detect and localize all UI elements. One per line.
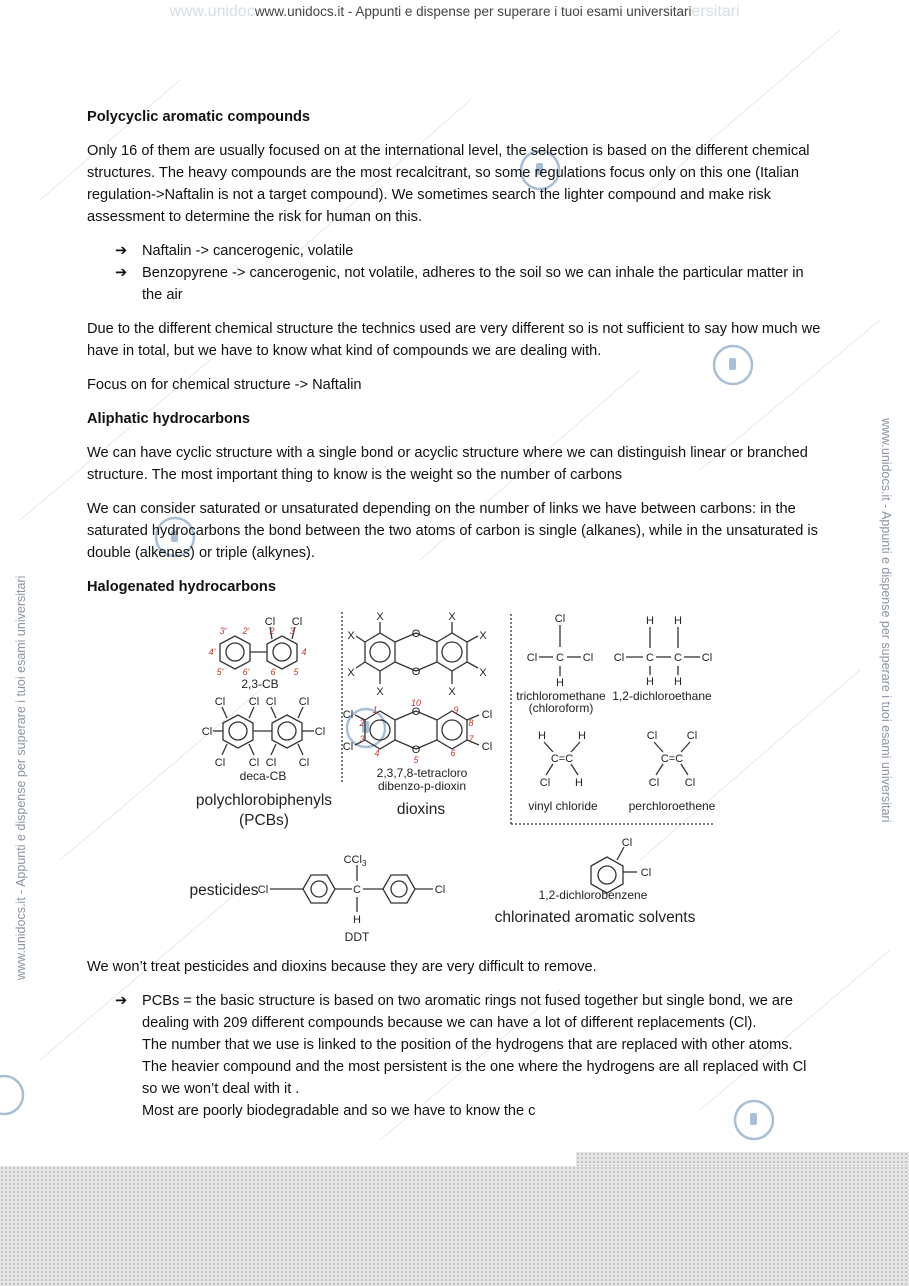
- svg-text:5: 5: [413, 755, 419, 765]
- svg-text:Cl: Cl: [434, 884, 446, 896]
- svg-text:Cl: Cl: [684, 777, 696, 789]
- caption-tcdd-1: 2,3,7,8-tetracloro: [376, 766, 468, 780]
- caption-chloroform-1: trichloromethane: [516, 689, 606, 703]
- svg-text:Cl: Cl: [539, 777, 551, 789]
- svg-text:Cl: Cl: [248, 757, 260, 769]
- preview-mask: [0, 1166, 909, 1286]
- svg-text:H: H: [538, 730, 546, 742]
- arrow-icon: ➔: [115, 243, 128, 259]
- svg-text:Cl: Cl: [291, 616, 303, 628]
- list-item: ➔ Naftalin -> cancerogenic, volatile: [142, 240, 825, 262]
- arrow-icon: ➔: [115, 993, 128, 1009]
- svg-text:6': 6': [242, 667, 250, 677]
- svg-text:C=C: C=C: [660, 753, 684, 765]
- pcb-line-2: The number that we use is linked to the position of the hydrogens that are replaced with other atoms.: [142, 1037, 793, 1053]
- caption-chloroform-2: (chloroform): [528, 701, 594, 715]
- svg-text:Cl: Cl: [640, 867, 652, 879]
- caption-tcdd-2: dibenzo-p-dioxin: [377, 779, 467, 793]
- svg-text:1: 1: [372, 705, 378, 715]
- svg-text:X: X: [479, 630, 487, 642]
- watermark-ghost-left: www.unidoc: [169, 3, 255, 20]
- paragraph-pah-2: Due to the different chemical structure the technics used are very different so is not sufficient to say how much we have in total, but we have to know what kind of compounds we are dealing with.: [87, 321, 821, 359]
- svg-text:H: H: [646, 615, 654, 627]
- bullet-list-pah: [87, 240, 825, 306]
- svg-text:Cl: Cl: [248, 696, 260, 708]
- svg-text:O: O: [411, 666, 421, 678]
- svg-text:X: X: [479, 667, 487, 679]
- svg-text:4: 4: [301, 647, 307, 657]
- watermark-top-text: www.unidocs.it - Appunti e dispense per superare i tuoi esami universitari: [254, 4, 692, 19]
- svg-text:O: O: [411, 628, 421, 640]
- svg-text:O: O: [411, 706, 421, 718]
- figure-captions: [190, 677, 716, 944]
- svg-text:6: 6: [450, 748, 456, 758]
- svg-text:5': 5': [216, 667, 224, 677]
- svg-text:2': 2': [242, 626, 250, 636]
- svg-text:Cl: Cl: [298, 757, 310, 769]
- svg-text:3: 3: [359, 734, 365, 744]
- watermark-right: www.unidocs.it - Appunti e dispense per superare i tuoi esami universitari: [879, 418, 893, 823]
- svg-text:H: H: [674, 676, 682, 688]
- svg-text:H: H: [646, 676, 654, 688]
- caption-dcb: 1,2-dichlorobenzene: [538, 888, 648, 902]
- caption-dce: 1,2-dichloroethane: [612, 689, 712, 703]
- svg-text:H: H: [674, 615, 682, 627]
- paragraph-pah: Only 16 of them are usually focused on at the international level, the selection is based on the different chemical structures. The heavy compounds are the most recalcitrant, so some regulations focus only on this one (Italian regulation->Naftalin is not a target compound). We sometimes search the lighter compound and make risk assessment to determine the risk for human on this.: [87, 143, 810, 225]
- paragraph-aliphatic-1: We can have cyclic structure with a single bond or acyclic structure where we can distinguish linear or branched structure. The most important thing to know is the weight so the number of carbons: [87, 445, 808, 483]
- svg-text:C: C: [674, 652, 682, 664]
- list-item: ➔ Benzopyrene -> cancerogenic, not volatile, adheres to the soil so we can inhale the particular matter in the air: [142, 262, 825, 306]
- arrow-icon: ➔: [115, 265, 128, 281]
- caption-pesticides: pesticides: [189, 882, 259, 899]
- svg-text:X: X: [347, 667, 355, 679]
- svg-text:3: 3: [289, 626, 295, 636]
- svg-text:H: H: [575, 777, 583, 789]
- heading-pah: Polycyclic aromatic compounds: [87, 109, 311, 125]
- svg-text:Cl: Cl: [265, 757, 277, 769]
- pcb-line-1: PCBs = the basic structure is based on two aromatic rings not fused together but single bond, we are dealing with 209 different compounds because we can have a lot of different replacements (Cl).: [142, 993, 793, 1031]
- svg-text:X: X: [376, 611, 384, 623]
- svg-text:Cl: Cl: [257, 884, 269, 896]
- svg-text:3': 3': [219, 626, 227, 636]
- svg-text:Cl: Cl: [646, 730, 658, 742]
- svg-text:6: 6: [270, 667, 276, 677]
- pcb-line-3: The heavier compound and the most persistent is the one where the hydrogens are all replaced with Cl so we won’t deal with it .: [142, 1059, 807, 1097]
- svg-text:C: C: [646, 652, 654, 664]
- paragraph-halogenated: We won’t treat pesticides and dioxins because they are very difficult to remove.: [87, 959, 597, 975]
- watermark-left: www.unidocs.it - Appunti e dispense per superare i tuoi esami universitari: [14, 575, 28, 980]
- svg-text:Cl: Cl: [214, 696, 226, 708]
- caption-ddt: DDT: [344, 930, 370, 944]
- chemical-structures: [187, 602, 727, 948]
- svg-text:4: 4: [374, 748, 380, 758]
- caption-vinyl: vinyl chloride: [528, 799, 598, 813]
- svg-text:X: X: [448, 686, 456, 698]
- svg-text:2: 2: [359, 718, 365, 728]
- svg-text:X: X: [376, 686, 384, 698]
- caption-perc: perchloroethene: [628, 799, 716, 813]
- svg-text:Cl: Cl: [342, 709, 354, 721]
- svg-text:CCl3: CCl$_3$: [343, 854, 367, 868]
- halogenated-figure: [187, 602, 727, 948]
- svg-text:Cl: Cl: [481, 741, 493, 753]
- svg-text:C: C: [353, 884, 361, 896]
- caption-pcbs-abbr: (PCBs): [239, 812, 289, 829]
- list-item: [115, 990, 825, 1122]
- svg-text:Cl: Cl: [686, 730, 698, 742]
- heading-aliphatic: Aliphatic hydrocarbons: [87, 411, 250, 427]
- svg-text:Cl: Cl: [298, 696, 310, 708]
- svg-text:H: H: [578, 730, 586, 742]
- svg-text:Cl: Cl: [526, 652, 538, 664]
- heading-halogenated: Halogenated hydrocarbons: [87, 579, 276, 595]
- svg-text:7: 7: [468, 734, 474, 744]
- watermark-ghost-right: ersitari: [691, 3, 740, 20]
- caption-solvents: chlorinated aromatic solvents: [494, 909, 696, 926]
- svg-text:C: C: [556, 652, 564, 664]
- svg-text:Cl: Cl: [701, 652, 713, 664]
- paragraph-pah-3: Focus on for chemical structure -> Naftalin: [87, 377, 362, 393]
- svg-text:X: X: [347, 630, 355, 642]
- caption-23cb: 2,3-CB: [241, 677, 279, 691]
- svg-text:2: 2: [269, 626, 275, 636]
- svg-text:Cl: Cl: [214, 757, 226, 769]
- bullet-list-pcb: [87, 990, 825, 1122]
- svg-text:H: H: [556, 677, 564, 689]
- svg-text:8: 8: [468, 718, 474, 728]
- svg-text:C=C: C=C: [550, 753, 574, 765]
- svg-text:Cl: Cl: [613, 652, 625, 664]
- svg-text:Cl: Cl: [621, 837, 633, 849]
- svg-text:Cl: Cl: [582, 652, 594, 664]
- svg-text:5: 5: [293, 667, 299, 677]
- caption-pcbs: polychlorobiphenyls: [195, 792, 333, 809]
- paragraph-aliphatic-2: We can consider saturated or unsaturated depending on the number of links we have between carbons: in the saturated hydrocarbons the bond between the two atoms of carbon is single (alkanes), while in the unsaturated is double (alkenes) or triple (alkynes).: [87, 501, 818, 561]
- document-body: [87, 106, 825, 1134]
- svg-text:Cl: Cl: [648, 777, 660, 789]
- caption-dioxins: dioxins: [396, 801, 446, 818]
- svg-text:Cl: Cl: [481, 709, 493, 721]
- svg-text:X: X: [448, 611, 456, 623]
- svg-text:9: 9: [453, 705, 459, 715]
- svg-text:Cl: Cl: [342, 741, 354, 753]
- svg-text:Cl: Cl: [264, 616, 276, 628]
- svg-text:Cl: Cl: [554, 613, 566, 625]
- caption-decacb: deca-CB: [239, 769, 287, 783]
- svg-text:10: 10: [410, 698, 422, 708]
- svg-text:4': 4': [208, 647, 216, 657]
- svg-text:Cl: Cl: [201, 726, 213, 738]
- svg-text:O: O: [411, 744, 421, 756]
- svg-text:H: H: [353, 914, 361, 926]
- svg-text:Cl: Cl: [265, 696, 277, 708]
- svg-text:Cl: Cl: [314, 726, 326, 738]
- pcb-line-4: Most are poorly biodegradable and so we have to know the c: [142, 1103, 536, 1119]
